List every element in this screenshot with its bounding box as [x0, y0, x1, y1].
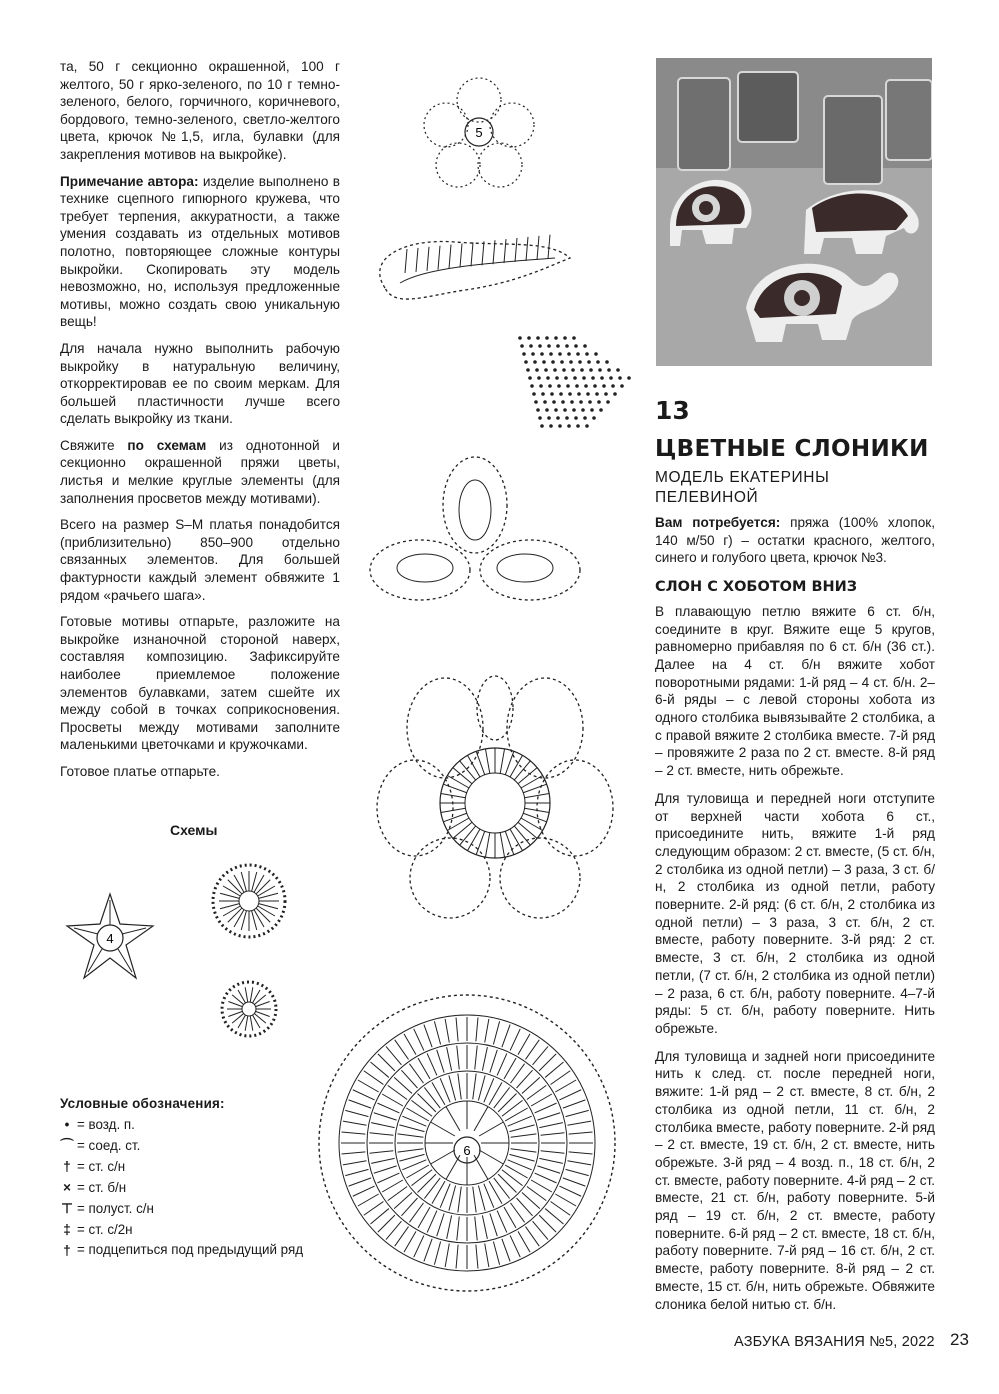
- instructions-paragraph-1: В плавающую петлю вяжите 6 ст. б/н, соедините в круг. Вяжите еще 5 кругов, равномерно прибавляя по 6 ст. б/н (36 ст.). Далее на 4 ст. б/н вяжите хобот поворотными рядами: 1-й ряд – 4 ст. б/н. 2–6-й ряды – с левой стороны хобота из одного столбика вывязывайте 2 столбика, а с правой вяжите 2 столбика вместе. 7-й ряд – провяжите 2 раза по 2 ст. вместе. 8-й ряд – 2 ст. вместе, нить обрежьте.: [655, 603, 935, 779]
- pattern-paragraph: Для начала нужно выполнить рабочую выкройку в натуральную величину, откорректировав ее по своим меркам. Для большей пластичности лучше всего сделать выкройку из ткани.: [60, 340, 340, 427]
- project-author: МОДЕЛЬ ЕКАТЕРИНЫ ПЕЛЕВИНОЙ: [655, 469, 830, 506]
- knit-paragraph: [60, 437, 340, 507]
- elephant-coasters-photo: [656, 58, 932, 366]
- materials-needed-text: пряжа (100% хлопок, 140 м/50 г) – остатки красного, желтого, синего и голубого цвета, крючок №3.: [655, 515, 935, 566]
- small-flower-label: 5: [475, 125, 483, 140]
- project-title: ЦВЕТНЫЕ СЛОНИКИ: [655, 436, 929, 462]
- star-motif-diagram: [60, 888, 160, 988]
- materials-paragraph: та, 50 г секционно окрашенной, 100 г желтого, 50 г ярко-зеленого, по 10 г темно-зеленого, белого, горчичного, коричневого, бордового, темно-зеленого, светло-желтого цвета, крючок №1,5, игла, булавки (для закрепления мотивов на выкройке).: [60, 59, 340, 162]
- magazine-footer: АЗБУКА ВЯЗАНИЯ №5, 2022: [734, 1334, 935, 1350]
- legend-item-text: = ст. б/н: [77, 1180, 127, 1195]
- knit-text-pre: Свяжите: [60, 437, 128, 453]
- big-flower-label: 6: [463, 1143, 471, 1158]
- trefoil-diagram: [365, 450, 585, 610]
- slip-stitch-symbol-icon: ⌒: [60, 1138, 74, 1153]
- paisley-leaf-diagram: [365, 228, 575, 318]
- star-motif-label: 4: [106, 931, 114, 946]
- legend-item: [60, 1156, 320, 1177]
- double-crochet-symbol-icon: †: [63, 1159, 71, 1174]
- legend-item-text: = подцепиться под предыдущий ряд: [77, 1242, 304, 1257]
- legend-item-text: = возд. п.: [77, 1117, 135, 1132]
- legend-item: [60, 1219, 320, 1240]
- legend-item: [60, 1177, 320, 1198]
- legend-item-text: = ст. с/н: [77, 1159, 126, 1174]
- legend-item: [60, 1198, 320, 1219]
- quantity-paragraph: Всего на размер S–M платья понадобится (приблизительно) 850–900 отдельно связанных элементов. Для большей фактурности каждый элемент обвяжите 1 рядом «рачьего шага».: [60, 517, 340, 603]
- page-number: 23: [950, 1330, 969, 1349]
- assembly-paragraph: Готовые мотивы отпарьте, разложите на выкройке изнаночной стороной наверх, составляя композицию. Зафиксируйте наиболее приемлемое положение элементов булавками, затем сшейте их между собой в точках соприкосновения. Просветы между мотивами заполните маленькими цветочками и кружочками.: [60, 614, 340, 753]
- author-note-paragraph: [60, 173, 340, 331]
- round-motif-diagram-2: [218, 978, 280, 1040]
- large-flower-diagram: [375, 668, 615, 923]
- legend-title: Условные обозначения:: [60, 1096, 225, 1111]
- half-double-symbol-icon: ⊤: [61, 1201, 73, 1216]
- author-note-text: изделие выполнено в технике сцепного гипюрного кружева, что требует терпения, аккуратности, а также умения создавать из отдельных мотивов полотно, повторяющее сложные контуры выкройки. Скопировать эту модель невозможно, но, используя предложенные мотивы, можно создать свою уникальную вещь!: [60, 173, 340, 330]
- single-crochet-symbol-icon: ×: [63, 1180, 71, 1195]
- chain-symbol-icon: •: [64, 1117, 70, 1132]
- section-subhead: СЛОН С ХОБОТОМ ВНИЗ: [655, 579, 858, 596]
- legend-item-text: = соед. ст.: [77, 1138, 141, 1153]
- legend-item-text: = ст. с/2н: [77, 1222, 133, 1237]
- legend-item: [60, 1135, 320, 1156]
- round-motif-diagram-1: [208, 860, 290, 942]
- knit-text-bold: по схемам: [127, 437, 207, 453]
- right-column: [655, 396, 935, 1323]
- big-round-flower-diagram: [312, 978, 622, 1298]
- project-number: 13: [655, 396, 690, 425]
- legend: [60, 1093, 320, 1261]
- materials-needed-paragraph: [655, 514, 935, 567]
- finish-paragraph: Готовое платье отпарьте.: [60, 763, 220, 779]
- instructions-paragraph-3: Для туловища и задней ноги присоедините нить к след. ст. после передней ноги, вяжите: 1-й ряд – 2 ст. вместе, 8 ст. б/н, 2 столбика из одной петли, 11 ст. б/н, 2 столбика вместе, работу поверните. 2-й ряд – 2 ст. вместе, 19 ст. б/н, 2 ст. вместе, нить обрежьте. 3-й ряд – 4 возд. п., 18 ст. б/н, 2 ст. вместе, работу поверните. 4-й ряд – 2 ст. вместе, 21 ст. б/н, работу поверните. 5-й ряд – 19 ст. б/н, 2 ст. вместе, работу поверните. 6-й ряд – 2 ст. вместе, 18 ст. б/н, работу поверните. 7-й ряд – 16 ст. б/н, 2 ст. вместе, работу поверните. 8-й ряд – 2 ст. вместе, 15 ст. б/н, нить обрежьте. Обвяжите слоника белой нитью ст. б/н.: [655, 1048, 935, 1312]
- materials-needed-label: Вам потребуется:: [655, 515, 781, 530]
- knit-text-rest: из однотонной и секционно окрашенной пряжи цветы, листья и мелкие круглые элементы (для заполнения просветов между мотивами).: [60, 437, 340, 506]
- legend-item-text: = полуст. с/н: [77, 1201, 154, 1216]
- schemes-title: Схемы: [170, 822, 218, 838]
- join-previous-row-symbol-icon: †: [63, 1243, 71, 1258]
- fan-leaf-diagram: [510, 330, 640, 440]
- legend-item: [60, 1240, 320, 1261]
- small-flower-diagram: [414, 70, 544, 200]
- treble-crochet-symbol-icon: ‡: [63, 1222, 71, 1237]
- author-note-label: Примечание автора:: [60, 173, 199, 189]
- instructions-paragraph-2: Для туловища и передней ноги отступите от верхней части хобота 6 ст., присоедините нить, вяжите 1-й ряд следующим образом: 2 ст. вместе, (5 ст. б/н, 2 столбика из одной петли) – 3 раза, 3 ст. б/н, 2 столбика из одной петли, работу поверните. 2-й ряд: (6 ст. б/н, 2 столбика из одной петли) – 3 раза, 3 ст. б/н, 2 ст. вместе, работу поверните. 3-й ряд: 2 ст. вместе, 3 ст. б/н, 2 столбика из одной петли, (7 ст. б/н, 2 столбика из одной петли) – 2 раза, 6 ст. б/н, работу поверните. 4–7-й ряды: 5 ст. б/н, работу поверните. Нить обрежьте.: [655, 790, 935, 1036]
- legend-item: [60, 1114, 320, 1135]
- left-text-column: [60, 58, 340, 790]
- right-body: [655, 514, 935, 1313]
